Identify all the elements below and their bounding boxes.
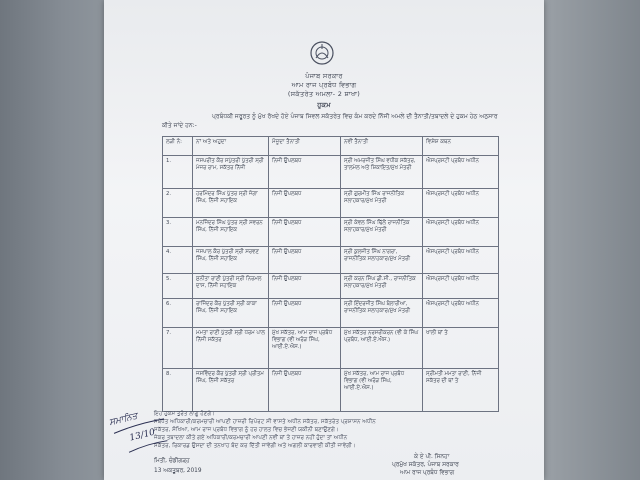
cell-current: ਨਿਜੀ ਉਪਲਬਧ bbox=[269, 247, 341, 274]
cell-serial: 6. bbox=[163, 299, 193, 328]
table-row bbox=[163, 189, 499, 218]
cell-current: ਮੁੱਖ ਸਕੱਤਰ, ਆਮ ਰਾਜ ਪ੍ਰਬੰਧ ਵਿਭਾਗ (ਵੀ ਅਰੋੜ ਸਿੰਘ, ਆਈ.ਏ.ਐਸ.) bbox=[269, 328, 341, 369]
issue-date: 13 ਅਕਤੂਬਰ, 2019 bbox=[154, 468, 202, 474]
cell-remarks: ਐਸਪ੍ਰਸਟੀ ਪ੍ਰਬੰਧ ਅਧੀਨ bbox=[423, 218, 499, 247]
cell-serial: 7. bbox=[163, 328, 193, 369]
cell-current: ਨਿਜੀ ਉਪਲਬਧ bbox=[269, 218, 341, 247]
signatory-department: ਆਮ ਰਾਜ ਪ੍ਰਬੰਧ ਵਿਭਾਗ bbox=[400, 470, 455, 476]
cell-current: ਨਿਜੀ ਉਪਲਬਧ bbox=[269, 189, 341, 218]
cell-remarks: ਖਾਲੀ ਥਾਂ ਤੇ bbox=[423, 328, 499, 369]
table-row bbox=[163, 328, 499, 369]
col-header-remarks: ਵਿਸ਼ੇਸ਼ ਕਥਨ bbox=[423, 137, 499, 156]
cell-new: ਮੁੱਖ ਸਕੱਤਰ ਨਰਸਰੀਕਰਨ (ਵੀ ਕੇ ਸਿੰਘ ਪ੍ਰਬੰਧ, ਆਈ.ਏ.ਐਸ.) bbox=[341, 328, 423, 369]
desk-background-right bbox=[544, 0, 640, 480]
table-row bbox=[163, 299, 499, 328]
footer-paragraph-4: ਜੇਕਰ ਤਬਾਦਲਾ ਕੀਤੇ ਗਏ ਅਧਿਕਾਰੀ/ਕਰਮਚਾਰੀ ਆਪਣੀ ਨਵੀਂ ਥਾਂ ਤੇ ਹਾਜ਼ਰ ਨਹੀਂ ਹੁੰਦਾ ਤਾਂ ਅਧੀਨ bbox=[154, 435, 348, 441]
cell-name: ਜਸਪਰੀਤ ਕੌਰ ਸਪੁੱਤਰੀ ਪੁੱਤਰੀ ਸ੍ਰੀ ਮੇਜਰ ਰਾਮ, ਸਕੱਤਰ ਨਿੱਜੀ bbox=[193, 156, 269, 189]
cell-new: ਸ੍ਰੀ ਇੰਦਰਜੀਤ ਸਿੰਘ ਬੋਲਾਰੀਆ, ਰਾਜਨੀਤਿਕ ਸਲਾਹਕਾਰ/ਮੁੱਖ ਮੰਤਰੀ bbox=[341, 299, 423, 328]
header-department: ਆਮ ਰਾਜ ਪ੍ਰਬੰਧ ਵਿਭਾਗ bbox=[291, 81, 357, 89]
issue-place: ਮਿਤੀ, ਚੰਡੀਗੜ੍ਹ bbox=[154, 458, 190, 464]
cell-new: ਮੁੱਖ ਸਕੱਤਰ, ਆਮ ਰਾਜ ਪ੍ਰਬੰਧ ਵਿਭਾਗ (ਵੀ ਅਰੋੜ ਸਿੰਘ, ਆਈ.ਏ.ਐਸ.) bbox=[341, 369, 423, 412]
table-row bbox=[163, 247, 499, 274]
cell-remarks: ਐਸਪ੍ਰਸਟੀ ਪ੍ਰਬੰਧ ਅਧੀਨ bbox=[423, 274, 499, 299]
desk-background-left bbox=[0, 0, 104, 480]
signatory-name: ਕੇ ਏ ਪੀ. ਸਿਨਹਾ bbox=[414, 454, 450, 460]
handwritten-initials-stamp bbox=[105, 398, 175, 461]
table-row bbox=[163, 218, 499, 247]
cell-new: ਸ੍ਰੀ ਅਮਰਜੀਤ ਸਿੰਘ ਵਧੀਕ ਸਕੱਤਰ, ਤਾਲਮੇਲ ਅਤੇ ਸ਼ਿਕਾਇਤ/ਮੁੱਖ ਮੰਤਰੀ bbox=[341, 156, 423, 189]
cell-remarks: ਐਸਪ੍ਰਸਟੀ ਪ੍ਰਬੰਧ ਅਧੀਨ bbox=[423, 299, 499, 328]
cell-current: ਨਿਜੀ ਉਪਲਬਧ bbox=[269, 369, 341, 412]
state-emblem-icon bbox=[309, 40, 335, 66]
order-heading: ਹੁਕਮ bbox=[317, 101, 331, 109]
table-header-row bbox=[163, 137, 499, 156]
cell-new: ਸ੍ਰੀ ਗੁਰਮੀਤ ਸਿੰਘ ਰਾਜਨੀਤਿਕ ਸਲਾਹਕਾਰ/ਮੁੱਖ ਮੰਤਰੀ bbox=[341, 189, 423, 218]
cell-new: ਸ੍ਰੀ ਕੁਲਜੀਤ ਸਿੰਘ ਨਾਗਰਾ, ਰਾਜਨੀਤਿਕ ਸਲਾਹਕਾਰ/ਮੁੱਖ ਮੰਤਰੀ bbox=[341, 247, 423, 274]
cell-name: ਜਸਵਿੰਦਰ ਕੌਰ ਪੁੱਤਰੀ ਸ੍ਰੀ ਪ੍ਰੀਤਮ ਸਿੰਘ, ਨਿੱਜੀ ਸਕੱਤਰ bbox=[193, 369, 269, 412]
cell-serial: 8. bbox=[163, 369, 193, 412]
transfer-table bbox=[162, 136, 499, 412]
cell-current: ਨਿਜੀ ਉਪਲਬਧ bbox=[269, 274, 341, 299]
col-header-serial: ਲੜੀ ਨੰ: bbox=[163, 137, 193, 156]
cell-remarks: ਐਸਪ੍ਰਸਟੀ ਪ੍ਰਬੰਧ ਅਧੀਨ bbox=[423, 247, 499, 274]
cell-name: ਮਮਤਾ ਰਾਣੀ ਪੁੱਤਰੀ ਸ੍ਰੀ ਧਰਮ ਪਾਲ ਨਿੱਜੀ ਸਕੱਤਰ bbox=[193, 328, 269, 369]
cell-remarks: ਐਸਪ੍ਰਸਟੀ ਪ੍ਰਬੰਧ ਅਧੀਨ bbox=[423, 156, 499, 189]
cell-current: ਨਿਜੀ ਉਪਲਬਧ bbox=[269, 299, 341, 328]
col-header-new-posting: ਨਵੀਂ ਤੈਨਾਤੀ bbox=[341, 137, 423, 156]
order-intro-paragraph: ਪ੍ਰਬੰਧਕੀ ਜਰੂਰਤ ਨੂੰ ਮੁੱਖ ਰੱਖਦੇ ਹੋਏ ਪੰਜਾਬ ਸਿਵਲ ਸਕੱਤਰੇਤ ਵਿਚ ਕੰਮ ਕਰਦੇ ਨਿੱਜੀ ਅਮਲੇ ਦੀ ਤੈਨਾਤੀ/ਤਬਾਦਲੇ ਦੇ ਹੁਕਮ ਹੇਠ ਅਨੁਸਾਰ ਕੀਤੇ ਜਾਂਦੇ ਹਨ:- bbox=[162, 113, 498, 129]
col-header-name: ਨਾਂ ਅਤੇ ਅਹੁਦਾ bbox=[193, 137, 269, 156]
stamp-text-line-2: 13/10 bbox=[128, 427, 157, 444]
header-government: ਪੰਜਾਬ ਸਰਕਾਰ bbox=[305, 72, 343, 80]
cell-remarks: ਐਸਪ੍ਰਸਟੀ ਪ੍ਰਬੰਧ ਅਧੀਨ bbox=[423, 189, 499, 218]
document-page bbox=[104, 0, 544, 480]
table-row bbox=[163, 156, 499, 189]
col-header-current-posting: ਮੌਜੂਦਾ ਤੈਨਾਤੀ bbox=[269, 137, 341, 156]
cell-serial: 4. bbox=[163, 247, 193, 274]
table-row bbox=[163, 369, 499, 412]
cell-name: ਰਾਜਿੰਦਰ ਕੌਰ ਪੁੱਤਰੀ ਸ੍ਰੀ ਕਾਕਾ ਸਿੰਘ, ਨਿੱਜੀ ਸਹਾਇਕ bbox=[193, 299, 269, 328]
cell-serial: 5. bbox=[163, 274, 193, 299]
stamp-text-line-1: ਸਮਾਨਿਤ bbox=[108, 411, 139, 429]
signatory-title: ਪ੍ਰਮੁੱਖ ਸਕੱਤਰ, ਪੰਜਾਬ ਸਰਕਾਰ bbox=[392, 462, 459, 468]
footer-paragraph-2: ਸਬੰਧਤ ਅਧਿਕਾਰੀ/ਕਰਮਚਾਰੀ ਆਪਣੀ ਹਾਜ਼ਰੀ ਰਿਪੋਰਟ ਸੀ ਵਾਸਤੇ ਅਧੀਨ ਸਕੱਤਰ, ਸਕੱਤਰੇਤ ਪ੍ਰਸ਼ਾਸਨ ਅਧੀਨ bbox=[154, 419, 376, 425]
cell-name: ਸੁਨੀਤਾ ਰਾਣੀ ਪੁੱਤਰੀ ਸ੍ਰੀ ਨਿਰਮਲ ਦਾਸ, ਨਿੱਜੀ ਸਹਾਇਕ bbox=[193, 274, 269, 299]
cell-current: ਨਿਜੀ ਉਪਲਬਧ bbox=[269, 156, 341, 189]
table-row bbox=[163, 274, 499, 299]
footer-paragraph-3: ਸਕੱਤਰ, ਸੰਖਿਆ, ਆਮ ਰਾਜ ਪ੍ਰਬੰਧ ਵਿਭਾਗ ਨੂੰ ਹਰ ਹਾਲਤ ਵਿਚ ਭੇਜਣੀ ਯਕੀਨੀ ਬਣਾਉਣਗੇ। bbox=[154, 427, 339, 433]
footer-paragraph-1: ਇਹ ਹੁਕਮ ਤੁਰੰਤ ਲਾਗੂ ਹੋਣਗੇ। bbox=[154, 411, 215, 417]
cell-new: ਸ੍ਰੀ ਕੇਵਲ ਸਿੰਘ ਢਿੱਲੋਂ ਰਾਜਨੀਤਿਕ ਸਲਾਹਕਾਰ/ਮੁੱਖ ਮੰਤਰੀ bbox=[341, 218, 423, 247]
cell-name: ਜਸਪਾਲ ਕੌਰ ਪੁੱਤਰੀ ਸ੍ਰੀ ਸਰਵਣ ਸਿੰਘ, ਨਿੱਜੀ ਸਹਾਇਕ bbox=[193, 247, 269, 274]
footer-paragraph-5: ਸਕੱਤਰ, ਰਿਕਾਰਡ ਉਸਦਾ ਦੀ ਤਨਖਾਹ ਬੰਦ ਕਰ ਦਿੱਤੀ ਜਾਵੇਗੀ ਅਤੇ ਅਗਲੀ ਕਾਰਵਾਈ ਕੀਤੀ ਜਾਵੇਗੀ। bbox=[154, 443, 356, 449]
header-branch: (ਸਕੱਤਰੇਤ ਅਮਲਾ- 2 ਸ਼ਾਖਾ) bbox=[287, 90, 361, 98]
cell-remarks: ਸ੍ਰੀਮਤੀ ਮਮਤਾ ਰਾਣੀ, ਨਿੱਜੀ ਸਕੱਤਰ ਦੀ ਥਾਂ ਤੇ bbox=[423, 369, 499, 412]
cell-name: ਮਨਜਿੰਦਰ ਸਿੰਘ ਪੁੱਤਰ ਸ੍ਰੀ ਸਵਰਨ ਸਿੰਘ, ਨਿੱਜੀ ਸਹਾਇਕ bbox=[193, 218, 269, 247]
cell-serial: 2. bbox=[163, 189, 193, 218]
cell-serial: 1. bbox=[163, 156, 193, 189]
cell-name: ਹਰਮਿੰਦਰ ਸਿੰਘ ਪੁੱਤਰ ਸ੍ਰੀ ਜੋਗਾ ਸਿੰਘ, ਨਿੱਜੀ ਸਹਾਇਕ bbox=[193, 189, 269, 218]
cell-new: ਸ੍ਰੀ ਕਰਨ ਸਿੰਘ ਡੀ.ਸੀ., ਰਾਜਨੀਤਿਕ ਸਲਾਹਕਾਰ/ਮੁੱਖ ਮੰਤਰੀ bbox=[341, 274, 423, 299]
cell-serial: 3. bbox=[163, 218, 193, 247]
